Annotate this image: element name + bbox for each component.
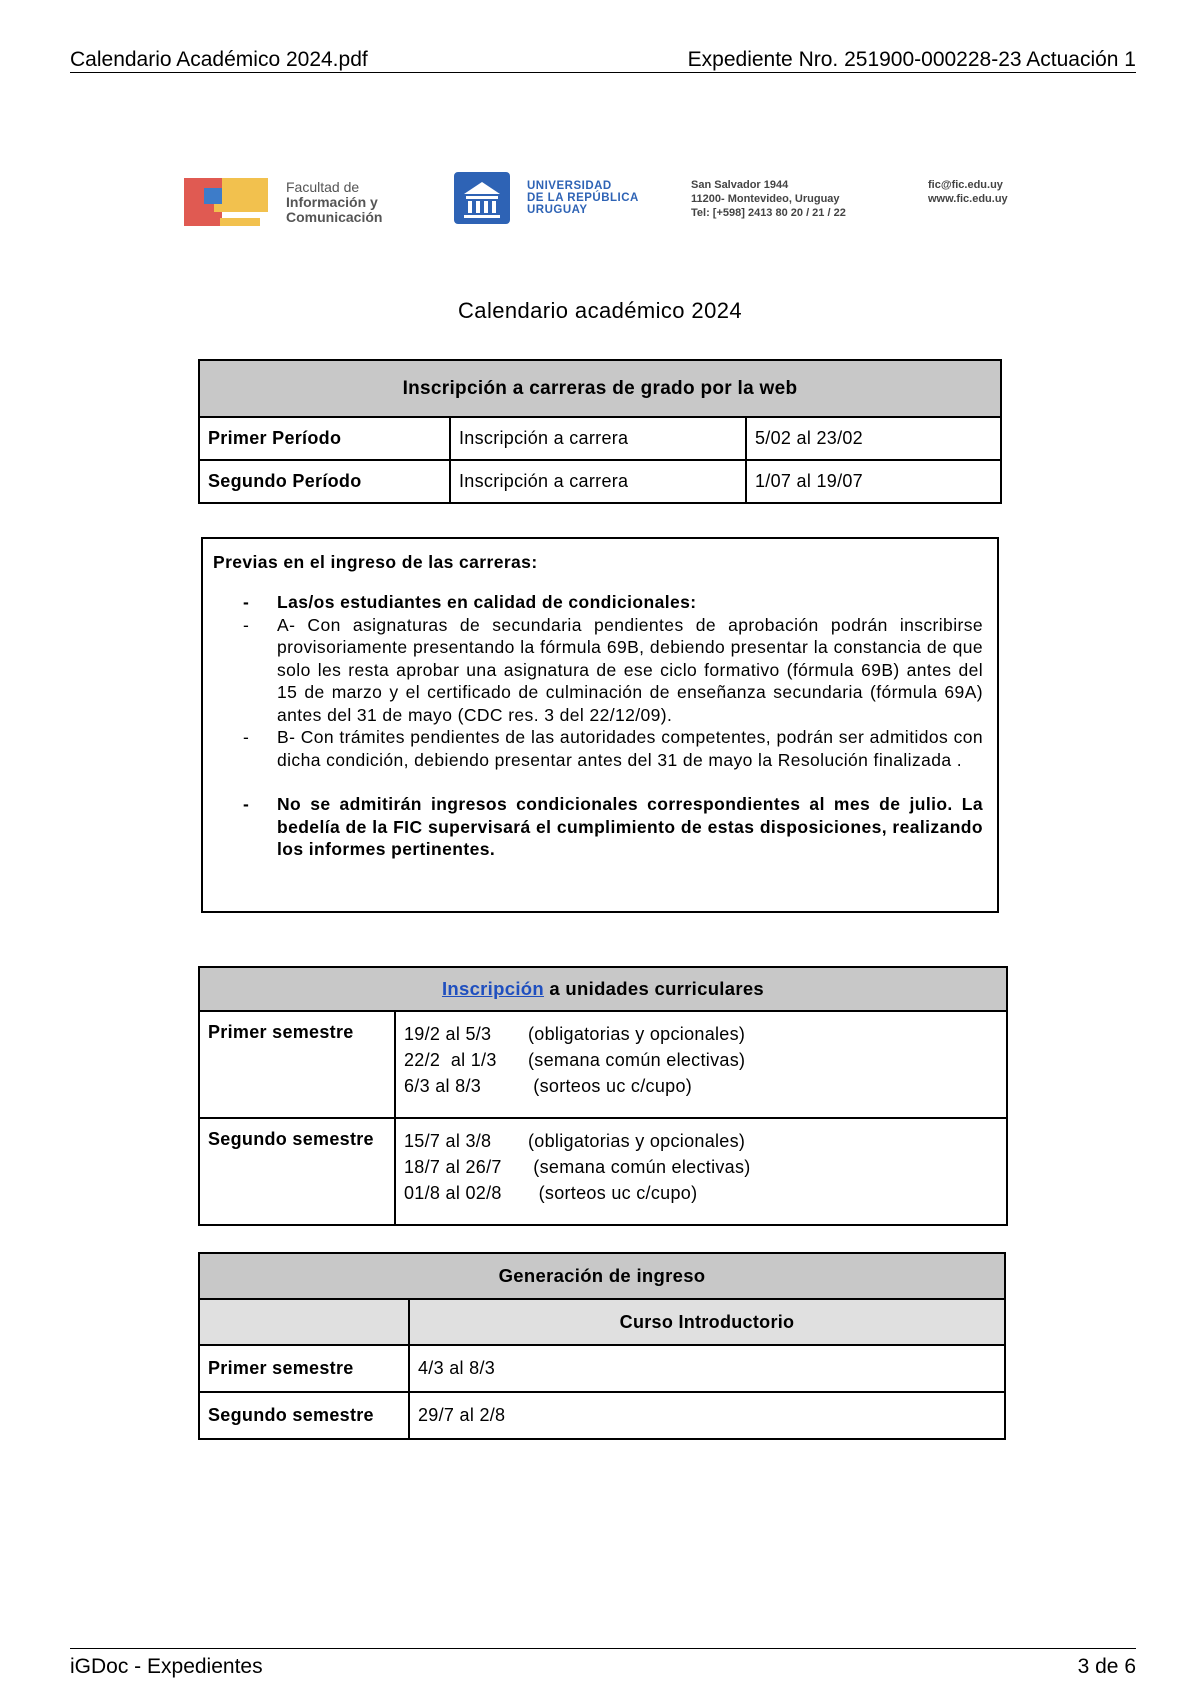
- page-number: 3 de 6: [1077, 1655, 1136, 1678]
- generacion-ingreso-table: [198, 1252, 1006, 1440]
- previas-box: [201, 537, 999, 913]
- document-filename: Calendario Académico 2024.pdf: [70, 48, 368, 71]
- website-link[interactable]: www.fic.edu.uy: [928, 193, 1008, 205]
- list-item: - B- Con trámites pendientes de las autoridades competentes, podrán ser admitidos con dicha condición, debiendo presentar antes del 31 de mayo la Resolución finalizada .: [243, 726, 983, 771]
- table-row: [199, 1118, 1007, 1225]
- udelar-name: UNIVERSIDAD DE LA REPÚBLICA URUGUAY: [527, 180, 639, 216]
- dates-cell: 19/2 al 5/3 (obligatorias y opcionales) 22/2 al 1/3 (semana común electivas) 6/3 al 8/3 (sorteos uc c/cupo): [395, 1011, 1007, 1118]
- procedure-cell: Inscripción a carrera: [450, 460, 746, 503]
- dates-cell: 1/07 al 19/07: [746, 460, 1001, 503]
- inscripcion-carreras-table: [198, 359, 1002, 504]
- fic-logo-icon: [184, 174, 268, 230]
- semester-label: Segundo semestre: [199, 1392, 409, 1439]
- list-item: - No se admitirán ingresos condicionales correspondientes al mes de julio. La bedelía de la FIC supervisará el cumplimiento de estas disposiciones, realizando los informes pertinentes.: [243, 793, 983, 861]
- table-header: Generación de ingreso: [199, 1253, 1005, 1299]
- fic-name: Facultad de Información y Comunicación: [286, 179, 383, 225]
- table-row: [199, 1011, 1007, 1118]
- table-header: Inscripción a unidades curriculares: [199, 967, 1007, 1011]
- list-item: - A- Con asignaturas de secundaria pendientes de aprobación podrán inscribirse provisoriamente presentando la fórmula 69B, debiendo presentar la constancia de que solo les resta aprobar una asignatura de ese ciclo formativo (fórmula 69B) antes del 15 de marzo y el certificado de culminación de enseñanza secundaria (fórmula 69A) antes del 31 de mayo (CDC res. 3 del 22/12/09).: [243, 614, 983, 727]
- list-item: - Las/os estudiantes en calidad de condicionales:: [243, 591, 983, 614]
- inscripcion-link[interactable]: Inscripción: [441, 978, 544, 999]
- page-header: [70, 46, 1136, 73]
- udelar-seal-icon: [454, 172, 510, 224]
- page-footer: [70, 1648, 1136, 1679]
- previas-title: Previas en el ingreso de las carreras:: [213, 552, 538, 572]
- document-title: Calendario académico 2024: [458, 298, 742, 323]
- table-row: [199, 460, 1001, 503]
- empty-header-cell: [199, 1299, 409, 1345]
- address-block: San Salvador 1944 11200- Montevideo, Uruguay Tel: [+598] 2413 80 20 / 21 / 22: [691, 179, 846, 219]
- dates-cell: 5/02 al 23/02: [746, 417, 1001, 460]
- footer-app-name: iGDoc - Expedientes: [70, 1655, 263, 1678]
- period-label: Primer Período: [199, 417, 450, 460]
- table-subheader: Curso Introductorio: [409, 1299, 1005, 1345]
- table-header: Inscripción a carreras de grado por la web: [199, 360, 1001, 417]
- semester-label: Segundo semestre: [199, 1118, 395, 1225]
- contact-block: [928, 178, 1008, 206]
- table-row: [199, 417, 1001, 460]
- previas-list: [243, 591, 983, 861]
- expediente-number: Expediente Nro. 251900-000228-23 Actuación 1: [687, 48, 1136, 71]
- email-link[interactable]: fic@fic.edu.uy: [928, 179, 1003, 191]
- procedure-cell: Inscripción a carrera: [450, 417, 746, 460]
- period-label: Segundo Período: [199, 460, 450, 503]
- letterhead: [184, 170, 1034, 230]
- semester-label: Primer semestre: [199, 1011, 395, 1118]
- table-row: [199, 1392, 1005, 1439]
- semester-label: Primer semestre: [199, 1345, 409, 1392]
- dates-cell: 15/7 al 3/8 (obligatorias y opcionales) 18/7 al 26/7 (semana común electivas) 01/8 al 02/8 (sorteos uc c/cupo): [395, 1118, 1007, 1225]
- dates-cell: 4/3 al 8/3: [409, 1345, 1005, 1392]
- dates-cell: 29/7 al 2/8: [409, 1392, 1005, 1439]
- inscripcion-uc-table: [198, 966, 1008, 1226]
- table-row: [199, 1345, 1005, 1392]
